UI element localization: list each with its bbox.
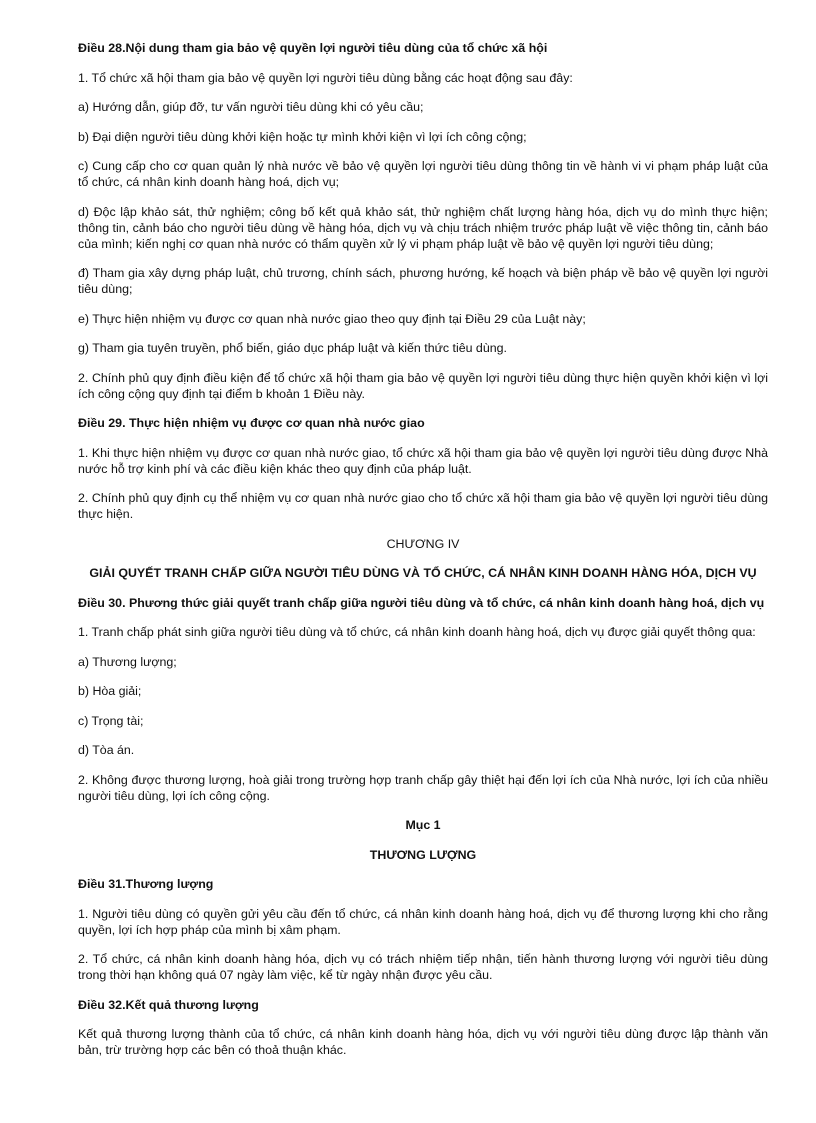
article-28-point-b: b) Đại diện người tiêu dùng khởi kiện hoặc tự mình khởi kiện vì lợi ích công cộng;: [78, 129, 527, 144]
article-28-clause-2: 2. Chính phủ quy định điều kiện để tổ chức xã hội tham gia bảo vệ quyền lợi người tiêu dùng thực hiện quyền khởi kiện vì lợi ích công cộng quy định tại điểm b khoản 1 Điều này.: [78, 370, 768, 401]
article-30-point-d: d) Tòa án.: [78, 743, 135, 757]
section-label: Mục 1: [405, 818, 441, 832]
article-31-heading: Điều 31.Thương lượng: [78, 877, 214, 891]
article-28-clause-1: 1. Tổ chức xã hội tham gia bảo vệ quyền lợi người tiêu dùng bằng các hoạt động sau đây:: [78, 70, 573, 85]
article-29-clause-1: 1. Khi thực hiện nhiệm vụ được cơ quan nhà nước giao, tổ chức xã hội tham gia bảo vệ quyền lợi người tiêu dùng được Nhà nước hỗ trợ kinh phí và các điều kiện khác theo quy định của pháp luật.: [78, 445, 768, 476]
article-29-clause-2: 2. Chính phủ quy định cụ thể nhiệm vụ cơ quan nhà nước giao cho tổ chức xã hội tham gia bảo vệ quyền lợi người tiêu dùng thực hiện.: [78, 491, 768, 521]
article-28-point-d: d) Độc lập khảo sát, thử nghiệm; công bố kết quả khảo sát, thử nghiệm chất lượng hàng hóa, dịch vụ do mình thực hiện; thông tin, cảnh báo cho người tiêu dùng về hàng hóa, dịch vụ và chịu trách nhiệm trước pháp luật về việc thông tin, cảnh báo của mình; kiến nghị cơ quan nhà nước có thẩm quyền xử lý vi phạm pháp luật về bảo vệ quyền lợi người tiêu dùng;: [78, 204, 768, 251]
article-28-point-dd: đ) Tham gia xây dựng pháp luật, chủ trương, chính sách, phương hướng, kế hoạch và biện pháp về bảo vệ quyền lợi người tiêu dùng;: [78, 266, 768, 296]
article-28-point-c: c) Cung cấp cho cơ quan quản lý nhà nước về bảo vệ quyền lợi người tiêu dùng thông tin về hành vi vi phạm pháp luật của tổ chức, cá nhân kinh doanh hàng hoá, dịch vụ;: [78, 159, 768, 189]
article-28-point-g: g) Tham gia tuyên truyền, phổ biến, giáo dục pháp luật và kiến thức tiêu dùng.: [78, 341, 507, 355]
section-title: THƯƠNG LƯỢNG: [369, 847, 477, 862]
chapter-title: GIẢI QUYẾT TRANH CHẤP GIỮA NGƯỜI TIÊU DÙNG VÀ TỔ CHỨC, CÁ NHÂN KINH DOANH HÀNG HÓA, DỊCH VỤ: [89, 566, 757, 580]
article-30-clause-2: 2. Không được thương lượng, hoà giải trong trường hợp tranh chấp gây thiệt hại đến lợi ích của Nhà nước, lợi ích của nhiều người tiêu dùng, lợi ích công cộng.: [78, 772, 768, 803]
article-30-point-c: c) Trọng tài;: [78, 713, 144, 728]
article-31-clause-2: 2. Tổ chức, cá nhân kinh doanh hàng hóa, dịch vụ có trách nhiệm tiếp nhận, tiến hành thương lượng với người tiêu dùng trong thời hạn không quá 07 ngày làm việc, kể từ ngày nhận được yêu cầu.: [78, 952, 768, 982]
article-30-heading: Điều 30. Phương thức giải quyết tranh chấp giữa người tiêu dùng và tổ chức, cá nhân kinh doanh hàng hoá, dịch vụ: [78, 595, 765, 610]
article-28-point-a: a) Hướng dẫn, giúp đỡ, tư vấn người tiêu dùng khi có yêu cầu;: [78, 100, 424, 114]
chapter-label: CHƯƠNG IV: [386, 536, 460, 551]
article-29-heading: Điều 29. Thực hiện nhiệm vụ được cơ quan nhà nước giao: [78, 416, 425, 430]
article-30-point-b: b) Hòa giải;: [78, 684, 142, 698]
article-30-point-a: a) Thương lượng;: [78, 654, 177, 669]
article-31-clause-1: 1. Người tiêu dùng có quyền gửi yêu cầu đến tổ chức, cá nhân kinh doanh hàng hoá, dịch vụ để thương lượng khi cho rằng quyền, lợi ích hợp pháp của mình bị xâm phạm.: [78, 906, 768, 937]
article-32-heading: Điều 32.Kết quả thương lượng: [78, 997, 259, 1012]
article-30-clause-1: 1. Tranh chấp phát sinh giữa người tiêu dùng và tổ chức, cá nhân kinh doanh hàng hoá, dịch vụ được giải quyết thông qua:: [78, 625, 756, 639]
article-28-heading: Điều 28.Nội dung tham gia bảo vệ quyền lợi người tiêu dùng của tổ chức xã hội: [78, 41, 548, 55]
article-28-point-e: e) Thực hiện nhiệm vụ được cơ quan nhà nước giao theo quy định tại Điều 29 của Luật này;: [78, 311, 586, 326]
article-32-paragraph: Kết quả thương lượng thành của tổ chức, cá nhân kinh doanh hàng hóa, dịch vụ với người tiêu dùng được lập thành văn bản, trừ trường hợp các bên có thoả thuận khác.: [78, 1027, 768, 1057]
